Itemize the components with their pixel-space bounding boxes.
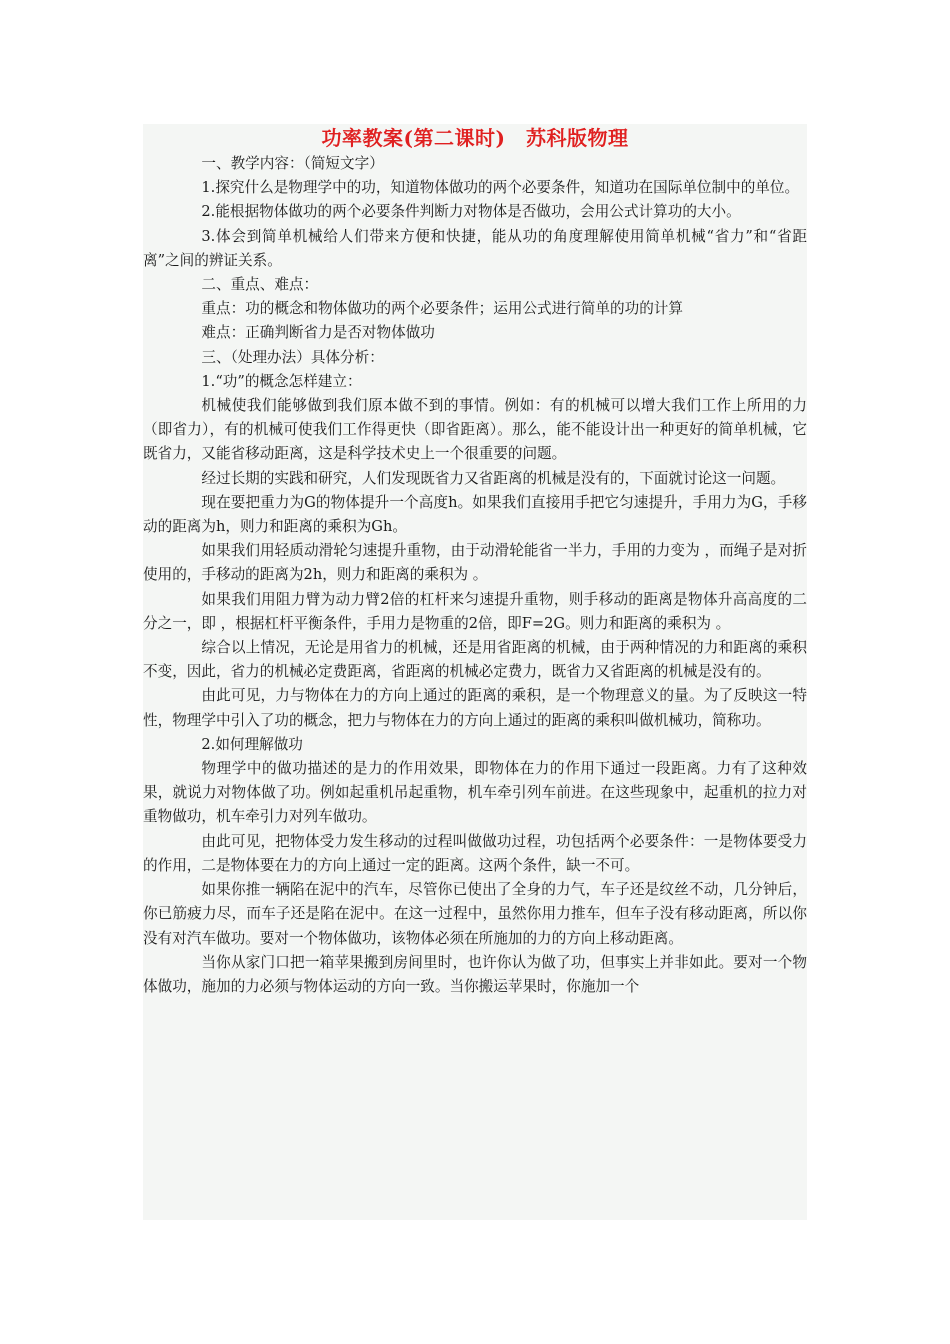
paragraph: 2.能根据物体做功的两个必要条件判断力对物体是否做功，会用公式计算功的大小。	[201, 203, 741, 221]
paragraph: 如果我们用轻质动滑轮匀速提升重物，由于动滑轮能省一半力，手用的力变为 ，而绳子是对折使用的，手移动的距离为2h，则力和距离的乘积为 。	[143, 542, 807, 584]
paragraph: 2.如何理解做功	[201, 735, 303, 753]
paragraph: 难点：正确判断省力是否对物体做功	[201, 324, 435, 342]
paragraph: 3.体会到简单机械给人们带来方便和快捷，能从功的角度理解使用简单机械“省力”和“省距离”之间的辨证关系。	[143, 227, 807, 269]
paragraph: 重点：功的概念和物体做功的两个必要条件；运用公式进行简单的功的计算	[201, 300, 683, 318]
paragraph: 一、教学内容：（简短文字）	[201, 155, 384, 172]
paragraph: 物理学中的做功描述的是力的作用效果，即物体在力的作用下通过一段距离。力有了这种效果，就说力对物体做了功。例如起重机吊起重物，机车牵引列车前进。在这些现象中，起重机的拉力对重物做功，机车牵引力对列车做功。	[143, 760, 807, 826]
paragraph: 由此可见，力与物体在力的方向上通过的距离的乘积，是一个物理意义的量。为了反映这一特性，物理学中引入了功的概念，把力与物体在力的方向上通过的距离的乘积叫做机械功，简称功。	[143, 687, 807, 729]
paragraph: 经过长期的实践和研究，人们发现既省力又省距离的机械是没有的，下面就讨论这一问题。	[201, 469, 786, 487]
document-body	[143, 124, 807, 999]
paragraph: 由此可见，把物体受力发生移动的过程叫做做功过程，功包括两个必要条件：一是物体要受力的作用，二是物体要在力的方向上通过一定的距离。这两个条件，缺一不可。	[143, 832, 807, 874]
paragraph: 1.探究什么是物理学中的功，知道物体做功的两个必要条件，知道功在国际单位制中的单位。	[201, 179, 800, 197]
paragraph: 综合以上情况，无论是用省力的机械，还是用省距离的机械，由于两种情况的力和距离的乘积不变，因此，省力的机械必定费距离，省距离的机械必定费力，既省力又省距离的机械是没有的。	[143, 639, 807, 681]
paragraph: 当你从家门口把一箱苹果搬到房间里时，也许你认为做了功，但事实上并非如此。要对一个物体做功，施加的力必须与物体运动的方向一致。当你搬运苹果时，你施加一个	[143, 953, 807, 995]
paragraph-list	[143, 152, 807, 999]
paragraph: 1.“功”的概念怎样建立：	[201, 372, 362, 390]
paragraph: 如果我们用阻力臂为动力臂2倍的杠杆来匀速提升重物，则手移动的距离是物体升高高度的二分之一，即 ，根据杠杆平衡条件，手用力是物重的2倍，即F=2G。则力和距离的乘积为 。	[143, 590, 807, 632]
paragraph: 现在要把重力为G的物体提升一个高度h。如果我们直接用手把它匀速提升，手用力为G，手移动的距离为h，则力和距离的乘积为Gh。	[143, 493, 807, 536]
paragraph: 机械使我们能够做到我们原本做不到的事情。例如：有的机械可以增大我们工作上所用的力（即省力），有的机械可使我们工作得更快（即省距离）。那么，能不能设计出一种更好的简单机械，它既省力，又能省移动距离，这是科学技术史上一个很重要的问题。	[143, 397, 807, 463]
paragraph: 二、重点、难点：	[201, 276, 319, 294]
paragraph: 三、（处理办法）具体分析：	[201, 348, 384, 366]
document-title: 功率教案(第二课时) 苏科版物理	[321, 126, 629, 150]
paragraph: 如果你推一辆陷在泥中的汽车，尽管你已使出了全身的力气，车子还是纹丝不动，几分钟后，你已筋疲力尽，而车子还是陷在泥中。在这一过程中，虽然你用力推车，但车子没有移动距离，所以你没有对汽车做功。要对一个物体做功，该物体必须在所施加的力的方向上移动距离。	[143, 881, 807, 947]
